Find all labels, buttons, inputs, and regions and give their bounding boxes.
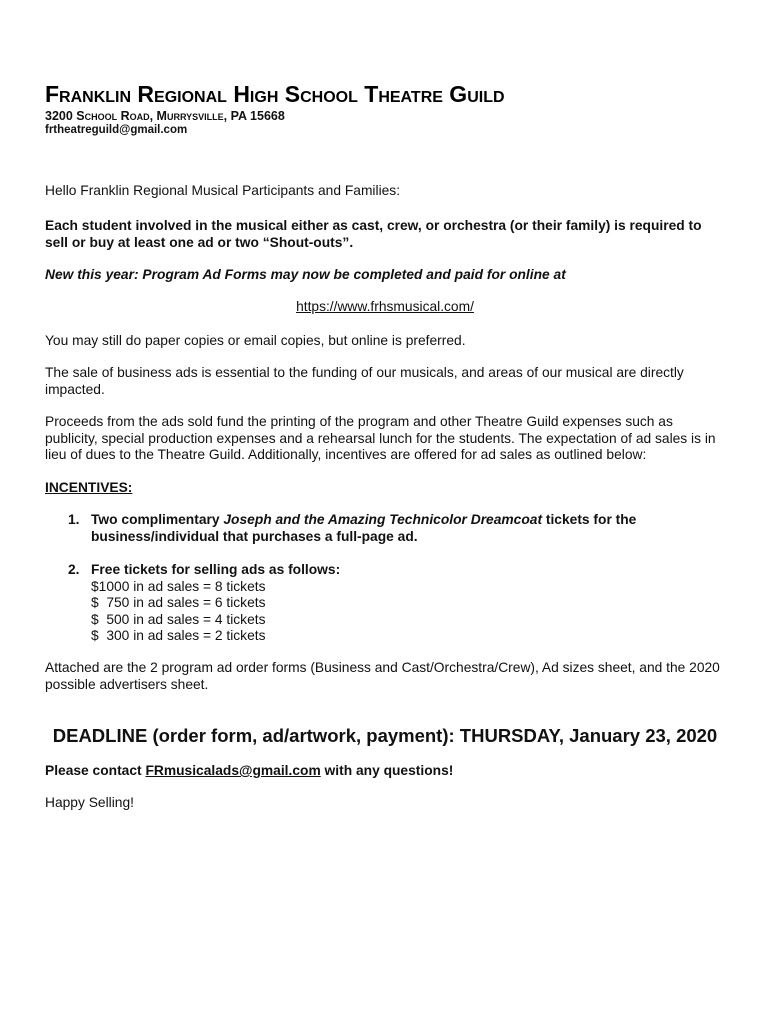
organization-address: 3200 School Road, Murrysville, PA 15668 bbox=[45, 109, 285, 123]
ticket-tier: $ 500 in ad sales = 4 tickets bbox=[91, 611, 266, 627]
ticket-tier: $1000 in ad sales = 8 tickets bbox=[91, 578, 266, 594]
organization-email: frtheatreguild@gmail.com bbox=[45, 124, 188, 136]
online-form-link[interactable]: https://www.frhsmusical.com/ bbox=[296, 299, 474, 314]
show-title: Joseph and the Amazing Technicolor Dreamcoat bbox=[223, 512, 543, 527]
contact-email-link[interactable]: FRmusicalads@gmail.com bbox=[145, 763, 321, 778]
ticket-tier: $ 300 in ad sales = 2 tickets bbox=[91, 628, 266, 643]
contact-suffix: with any questions! bbox=[320, 763, 454, 778]
paper-copies-note: You may still do paper copies or email copies, but online is preferred. bbox=[45, 333, 466, 348]
organization-name: Franklin Regional High School Theatre Guild bbox=[45, 81, 505, 107]
incentive-tiers-intro: Free tickets for selling ads as follows: bbox=[91, 562, 341, 577]
greeting: Hello Franklin Regional Musical Participants and Families: bbox=[45, 183, 401, 198]
incentive-item-full-page bbox=[91, 512, 701, 545]
incentive-number: 1. bbox=[68, 512, 80, 527]
incentives-heading: INCENTIVES: bbox=[45, 480, 133, 495]
incentive-item-ticket-tiers bbox=[91, 562, 701, 645]
requirement-paragraph: Each student involved in the musical either as cast, crew, or orchestra (or their family) is required to sell or buy at least one ad or two “Shout-outs”. bbox=[45, 218, 702, 250]
incentive-text-prefix: Two complimentary bbox=[91, 512, 224, 527]
incentive-text-suffix: tickets for the business/individual that purchases a full-page ad. bbox=[91, 512, 637, 544]
proceeds-paragraph: Proceeds from the ads sold fund the printing of the program and other Theatre Guild expenses such as publicity, special production expenses and a rehearsal lunch for the students. The expectation of ad sales is in lieu of dues to the Theatre Guild. Additionally, incentives are offered for ad sales as outlined below: bbox=[45, 414, 716, 462]
closing: Happy Selling! bbox=[45, 795, 134, 810]
deadline-heading: DEADLINE (order form, ad/artwork, payment): THURSDAY, January 23, 2020 bbox=[52, 725, 718, 746]
new-this-year-note: New this year: Program Ad Forms may now be completed and paid for online at bbox=[45, 267, 566, 282]
contact-prefix: Please contact bbox=[45, 763, 146, 778]
attachments-paragraph: Attached are the 2 program ad order forms (Business and Cast/Orchestra/Crew), Ad sizes sheet, and the 2020 possible advertisers sheet. bbox=[45, 660, 720, 692]
sale-importance-paragraph: The sale of business ads is essential to the funding of our musicals, and areas of our musical are directly impacted. bbox=[45, 365, 684, 397]
ticket-tier: $ 750 in ad sales = 6 tickets bbox=[91, 595, 266, 610]
incentive-number: 2. bbox=[68, 562, 80, 577]
contact-line bbox=[45, 763, 725, 780]
